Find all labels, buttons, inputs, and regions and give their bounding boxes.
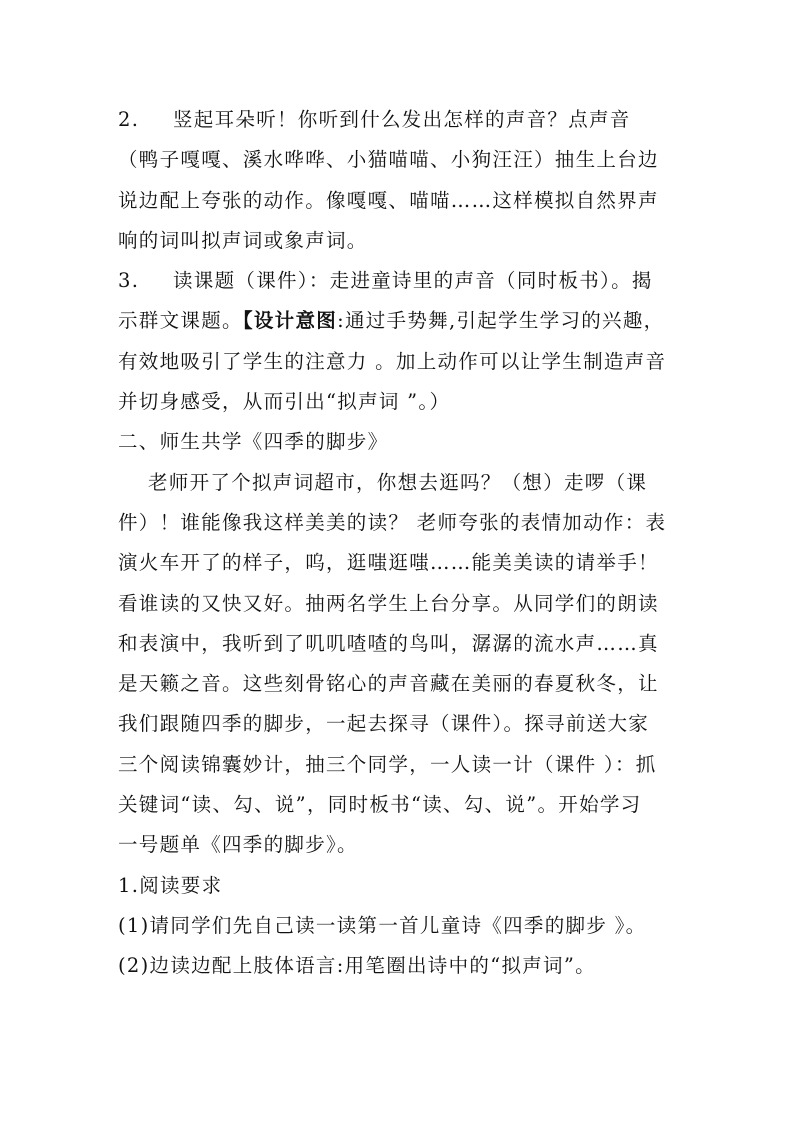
- line-text: 示群文课题。: [118, 309, 243, 333]
- paragraph-line: 关键词“读、勾、说”，同时板书“读、勾、说”。开始学习: [118, 793, 642, 817]
- paragraph-line: 说边配上夸张的动作。像嘎嘎、喵喵……这样模拟自然界声: [118, 188, 659, 212]
- paragraph-line: 老师开了个拟声词超市，你想去逛吗？（想）走啰（课: [148, 470, 648, 494]
- list-item: (2)边读边配上肢体语言:用笔圈出诗中的“拟声词”。: [118, 954, 596, 978]
- paragraph-line: [118, 100, 678, 140]
- document-page: [118, 100, 678, 987]
- list-item: (1)请同学们先自己读一读第一首儿童诗《四季的脚步 》。: [118, 913, 647, 937]
- paragraph-line: 看谁读的又快又好。抽两名学生上台分享。从同学们的朗读: [118, 591, 659, 615]
- list-number: 2.: [118, 108, 140, 131]
- subsection-heading: 1.阅读要求: [118, 873, 223, 897]
- paragraph-line: 三个阅读锦囊妙计，抽三个同学，一人读一计（课件 ）：抓: [118, 752, 657, 776]
- paragraph-line: 我们跟随四季的脚步，一起去探寻（课件）。探寻前送大家: [118, 712, 650, 736]
- paragraph-line: [118, 301, 678, 341]
- paragraph-line: 件）！谁能像我这样美美的读？ 老师夸张的表情加动作：表: [118, 510, 667, 534]
- paragraph-line: [118, 261, 678, 301]
- list-number: 3.: [118, 269, 140, 293]
- paragraph-line: 响的词叫拟声词或象声词。: [118, 228, 368, 252]
- design-intent-label: 【设计意图: [242, 309, 338, 333]
- paragraph-line: 是天籁之音。这些刻骨铭心的声音藏在美丽的春夏秋冬，让: [118, 672, 659, 696]
- paragraph-line: （鸭子嘎嘎、溪水哗哗、小猫喵喵、小狗汪汪）抽生上台边: [118, 148, 659, 172]
- paragraph-line: 并切身感受，从而引出“拟声词 ”。）: [118, 390, 451, 414]
- line-text: 读课题（课件）：走进童诗里的声音（同时板书）。揭: [173, 269, 653, 293]
- paragraph-line: 和表演中，我听到了叽叽喳喳的鸟叫，潺潺的流水声……真: [118, 631, 659, 655]
- paragraph-line: 演火车开了的样子，呜，逛嗤逛嗤……能美美读的请举手！: [118, 551, 659, 575]
- line-text: :通过手势舞,引起学生学习的兴趣，: [337, 309, 665, 333]
- paragraph-line: 有效地吸引了学生的注意力 。加上动作可以让学生制造声音: [118, 349, 667, 373]
- line-text: 竖起耳朵听！你听到什么发出怎样的声音？点声音: [173, 108, 631, 131]
- section-heading: 二、师生共学《四季的脚步》: [118, 430, 389, 454]
- paragraph-line: 一号题单《四季的脚步》。: [118, 833, 358, 857]
